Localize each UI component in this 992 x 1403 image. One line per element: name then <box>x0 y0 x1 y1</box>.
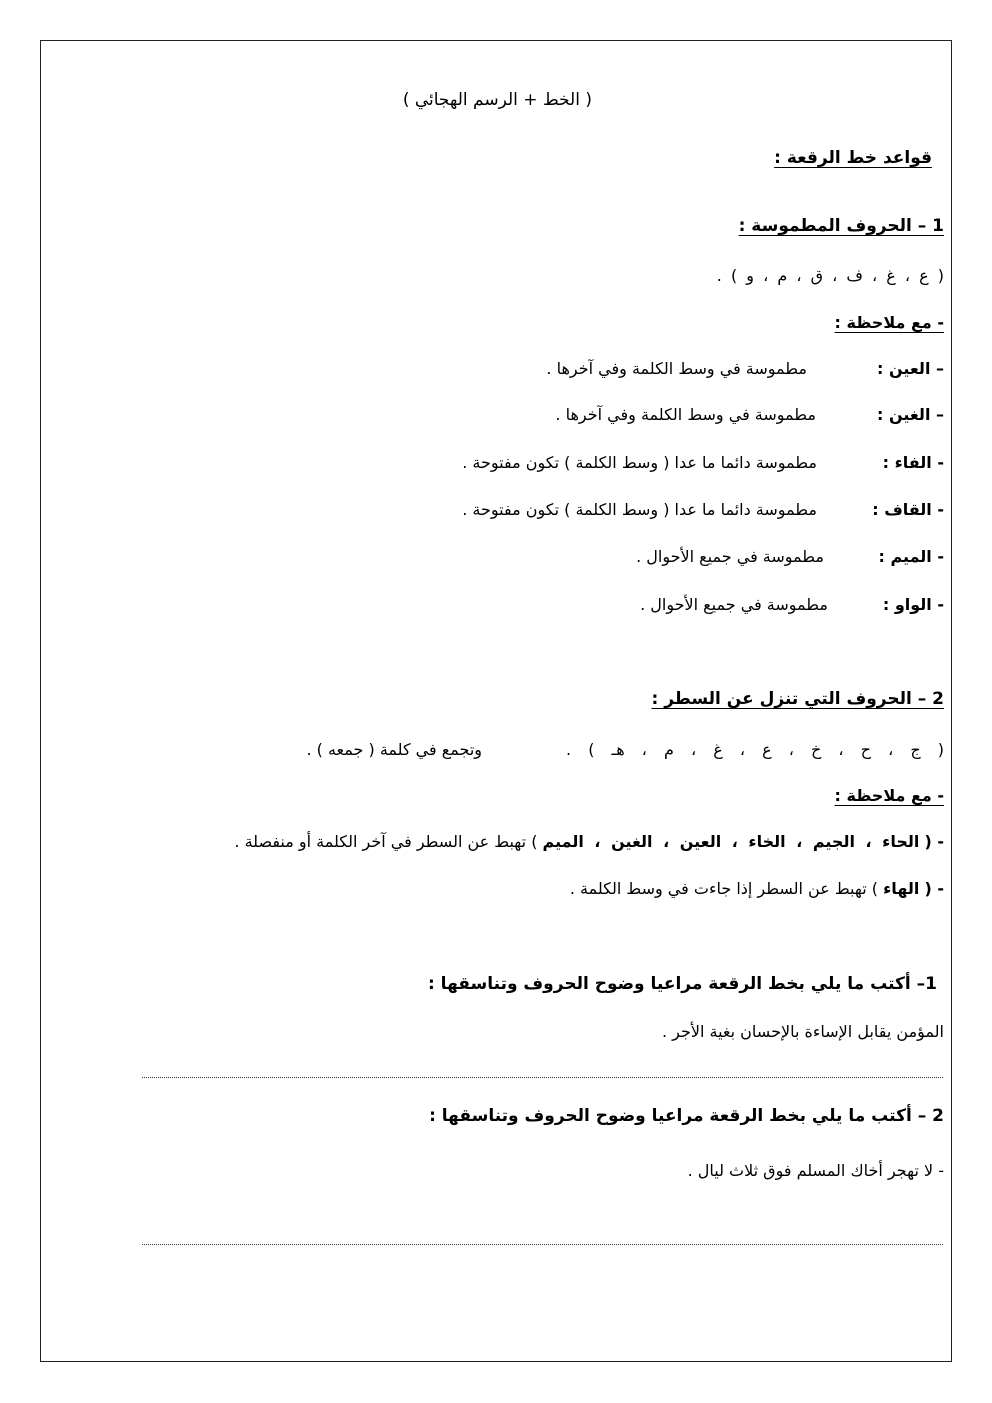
note2-letter: الهاء <box>883 879 920 898</box>
exercise2-instruction: 2 – أكتب ما يلي بخط الرقعة مراعيا وضوح الحروف وتناسقها : <box>429 1106 944 1126</box>
note1-suffix: ) تهبط عن السطر في آخر الكلمة أو منفصلة . <box>234 832 538 851</box>
note1-letters: الحاء ، الجيم ، الخاء ، العين ، الغين ، الميم <box>542 832 920 851</box>
exercise1-answer-line[interactable] <box>142 1077 943 1078</box>
exercise1-sentence: المؤمن يقابل الإساءة بالإحسان بغية الأجر . <box>661 1022 944 1041</box>
note-label-qaf: - القاف : <box>872 500 944 519</box>
note-text-meem: مطموسة في جميع الأحوال . <box>636 547 824 566</box>
section1-letters: ( ع ، غ ، ف ، ق ، م ، و ) . <box>716 266 944 285</box>
section1-heading: 1 – الحروف المطموسة : <box>738 216 944 236</box>
exercise2-sentence: - لا تهجر أخاك المسلم فوق ثلاث ليال . <box>687 1161 944 1180</box>
note-label-meem: - الميم : <box>878 547 944 566</box>
note-text-ghain: مطموسة في وسط الكلمة وفي آخرها . <box>555 405 816 424</box>
rules-title: قواعد خط الرقعة : <box>774 148 932 168</box>
note-text-waw: مطموسة في جميع الأحوال . <box>640 595 828 614</box>
note-label-ain: – العين : <box>877 359 944 378</box>
section2-letters: ( ج ، ح ، خ ، ع ، غ ، م ، هـ ) . <box>566 740 944 759</box>
section2-note-title: - مع ملاحظة : <box>834 786 944 805</box>
note1-prefix: - ( <box>924 832 944 851</box>
note-text-qaf: مطموسة دائما ما عدا ( وسط الكلمة ) تكون مفتوحة . <box>462 500 817 519</box>
note-text-faa: مطموسة دائما ما عدا ( وسط الكلمة ) تكون مفتوحة . <box>462 453 817 472</box>
note-label-faa: - الفاء : <box>882 453 944 472</box>
section1-note-title: - مع ملاحظة : <box>834 313 944 332</box>
note-label-waw: - الواو : <box>882 595 944 614</box>
section2-gather: وتجمع في كلمة ( جمعه ) . <box>306 740 482 759</box>
section2-heading: 2 – الحروف التي تنزل عن السطر : <box>651 689 944 709</box>
exercise1-instruction: 1– أكتب ما يلي بخط الرقعة مراعيا وضوح الحروف وتناسقها : <box>427 974 937 994</box>
note-label-ghain: – الغين : <box>877 405 944 424</box>
page-title: ( الخط + الرسم الهجائي ) <box>402 90 592 110</box>
note-text-ain: مطموسة في وسط الكلمة وفي آخرها . <box>546 359 807 378</box>
section2-note2 <box>570 877 944 901</box>
exercise2-answer-line[interactable] <box>142 1244 943 1245</box>
note2-suffix: ) تهبط عن السطر إذا جاءت في وسط الكلمة . <box>569 879 879 898</box>
note2-prefix: - ( <box>924 879 944 898</box>
section2-note1 <box>234 830 944 854</box>
